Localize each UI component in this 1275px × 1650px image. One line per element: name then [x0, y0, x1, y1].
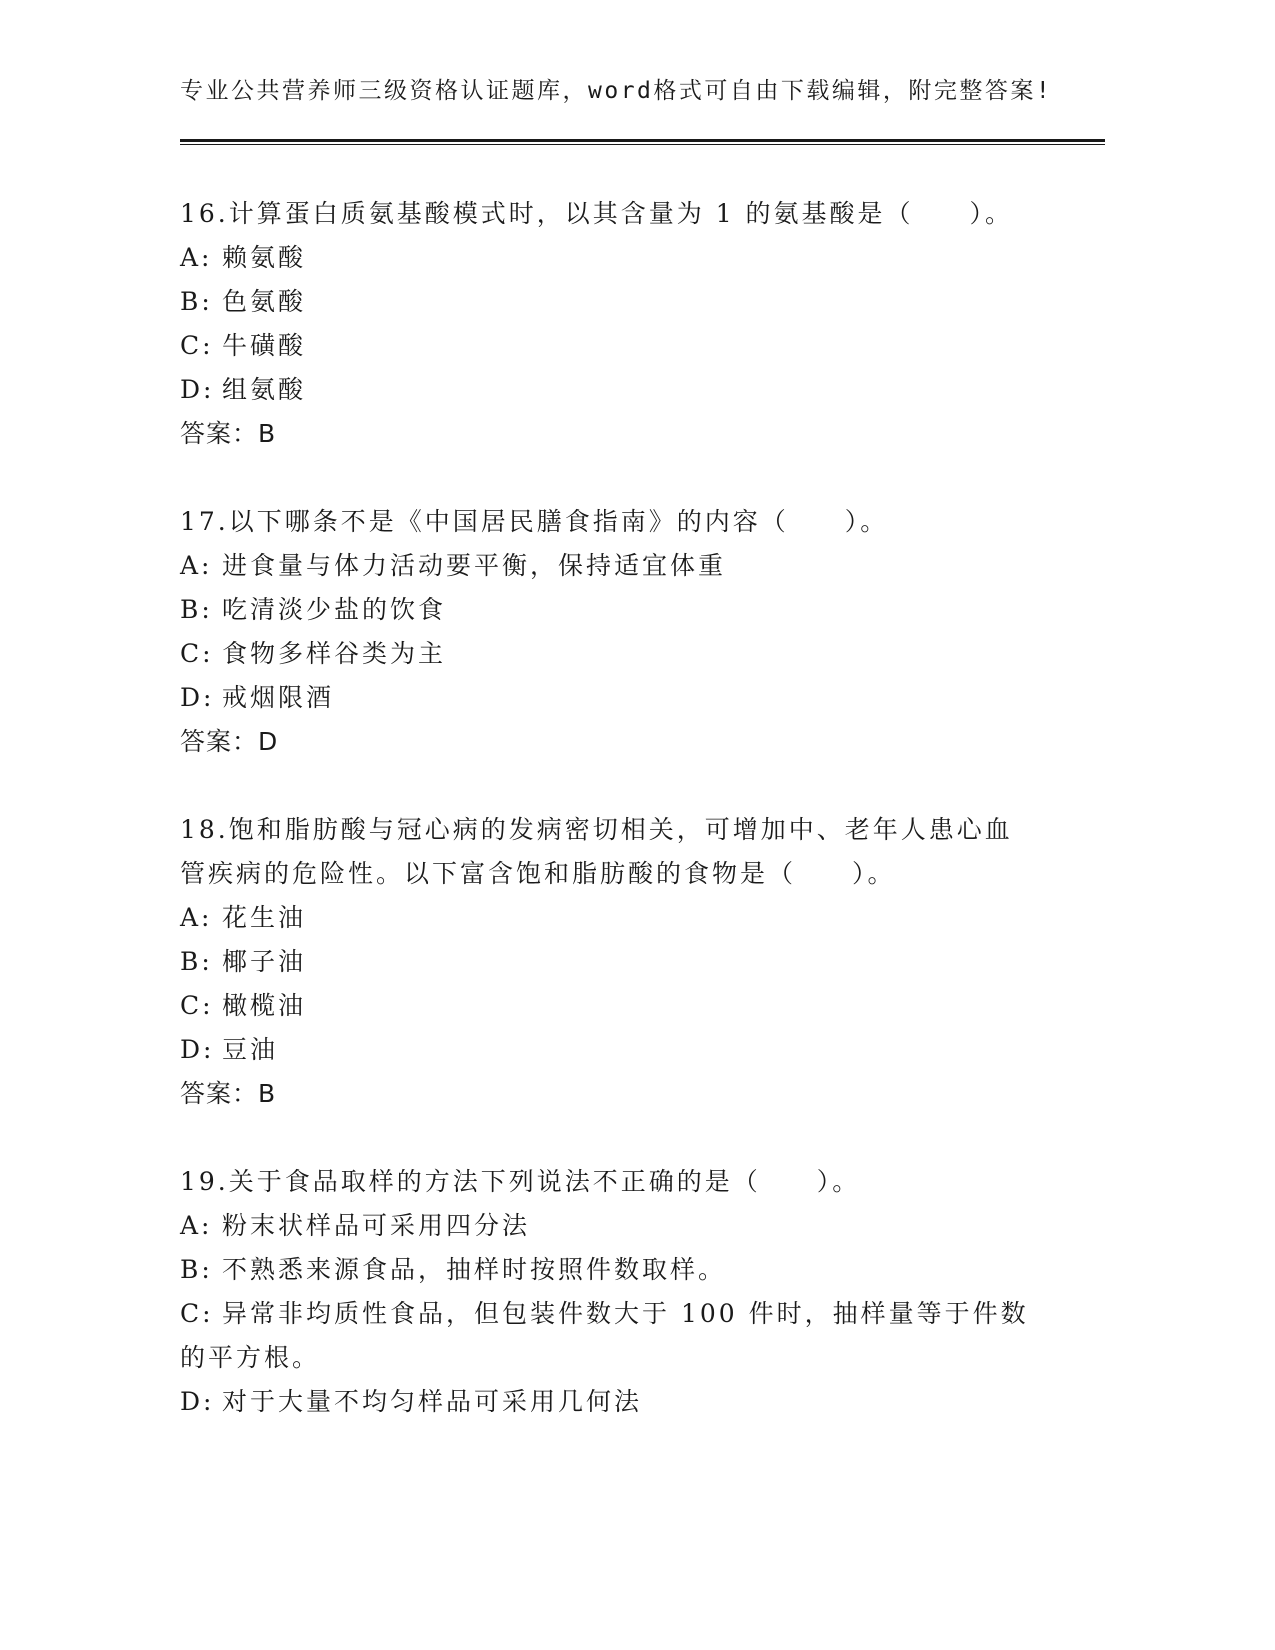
option-b — [180, 1248, 1040, 1292]
option-key: A: — [180, 903, 213, 932]
option-key: D: — [180, 375, 215, 404]
option-text: 花生油 — [222, 903, 307, 932]
option-key: B: — [180, 1255, 213, 1284]
option-key: C: — [180, 639, 214, 668]
option-key: C: — [180, 991, 214, 1020]
answer-label: 答案：B — [180, 419, 277, 448]
option-text: 戒烟限酒 — [222, 683, 335, 712]
option-d — [180, 676, 1040, 720]
question-16 — [180, 192, 1040, 456]
option-key: B: — [180, 287, 213, 316]
option-key: B: — [180, 595, 213, 624]
option-key: A: — [180, 551, 213, 580]
option-key: C: — [180, 1299, 214, 1328]
option-text: 组氨酸 — [222, 375, 307, 404]
option-d — [180, 1380, 1040, 1424]
option-c — [180, 1292, 1040, 1380]
question-stem: 16.计算蛋白质氨基酸模式时，以其含量为 1 的氨基酸是（ ）。 — [180, 199, 1014, 228]
option-text: 食物多样谷类为主 — [222, 639, 447, 668]
option-text: 粉末状样品可采用四分法 — [222, 1211, 531, 1240]
question-stem: 19.关于食品取样的方法下列说法不正确的是（ ）。 — [180, 1167, 861, 1196]
option-key: C: — [180, 331, 214, 360]
option-c — [180, 324, 1040, 368]
option-a — [180, 1204, 1040, 1248]
option-key: A: — [180, 1211, 213, 1240]
option-text: 牛磺酸 — [222, 331, 307, 360]
option-b — [180, 588, 1040, 632]
option-key: D: — [180, 1035, 215, 1064]
option-d — [180, 368, 1040, 412]
option-c — [180, 632, 1040, 676]
option-b — [180, 280, 1040, 324]
option-text: 不熟悉来源食品，抽样时按照件数取样。 — [222, 1255, 727, 1284]
question-list — [180, 192, 1040, 1468]
option-text: 异常非均质性食品，但包装件数大于 100 件时，抽样量等于件数的平方根。 — [180, 1299, 1029, 1372]
question-stem: 18.饱和脂肪酸与冠心病的发病密切相关，可增加中、老年人患心血管疾病的危险性。以下富含饱和脂肪酸的食物是（ ）。 — [180, 815, 1013, 888]
option-text: 吃清淡少盐的饮食 — [222, 595, 447, 624]
option-a — [180, 544, 1040, 588]
question-19 — [180, 1160, 1040, 1424]
document-header: 专业公共营养师三级资格认证题库，word格式可自由下载编辑，附完整答案! — [180, 78, 1053, 104]
option-key: B: — [180, 947, 213, 976]
option-text: 色氨酸 — [222, 287, 307, 316]
question-17 — [180, 500, 1040, 764]
option-text: 对于大量不均匀样品可采用几何法 — [222, 1387, 643, 1416]
option-text: 进食量与体力活动要平衡，保持适宜体重 — [222, 551, 727, 580]
header-divider-thin — [180, 144, 1105, 145]
option-text: 赖氨酸 — [222, 243, 307, 272]
option-key: D: — [180, 683, 215, 712]
answer-label: 答案：B — [180, 1079, 277, 1108]
option-text: 豆油 — [222, 1035, 279, 1064]
option-text: 椰子油 — [222, 947, 307, 976]
answer-label: 答案：D — [180, 727, 279, 756]
question-stem: 17.以下哪条不是《中国居民膳食指南》的内容（ ）。 — [180, 507, 889, 536]
option-key: D: — [180, 1387, 215, 1416]
option-a — [180, 236, 1040, 280]
option-d — [180, 1028, 1040, 1072]
option-b — [180, 940, 1040, 984]
option-c — [180, 984, 1040, 1028]
option-a — [180, 896, 1040, 940]
question-18 — [180, 808, 1040, 1116]
option-key: A: — [180, 243, 213, 272]
header-divider-thick — [180, 139, 1105, 142]
option-text: 橄榄油 — [222, 991, 307, 1020]
